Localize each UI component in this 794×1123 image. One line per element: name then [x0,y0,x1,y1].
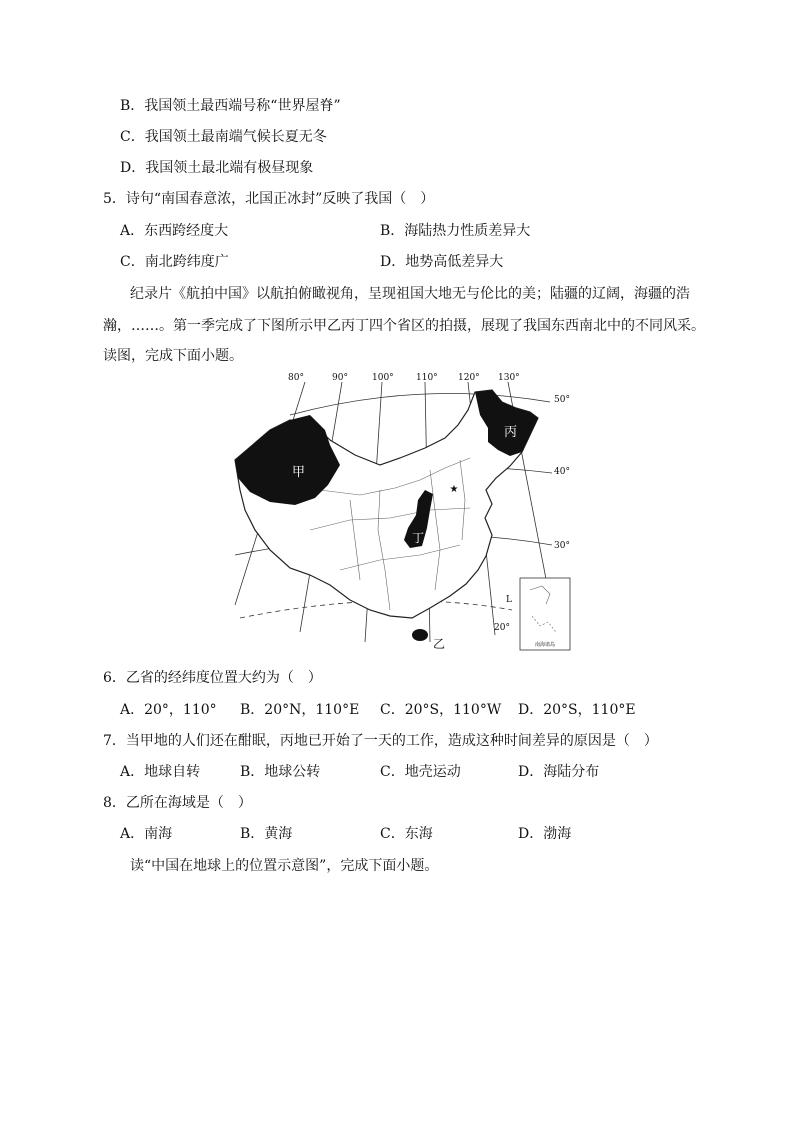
q5-option-d: D．地势高低差异大 [380,254,504,270]
q6-option-a: A．20°，110° [120,702,217,718]
lon-label-110: 110° [416,373,438,383]
q4-option-c: C．我国领土最南端气候长夏无冬 [120,129,327,145]
lon-label-100: 100° [372,373,394,383]
q7-option-d: D．海陆分布 [518,764,600,780]
q8-option-d: D．渤海 [518,826,572,842]
q8-option-a: A．南海 [120,826,173,842]
capital-star-icon: ★ [449,484,459,495]
q8-stem: 8．乙所在海域是（ ） [103,795,252,811]
lon-label-80: 80° [288,373,304,383]
q6-option-b: B．20°N，110°E [240,702,360,718]
province-yi [412,629,428,641]
intro-line-2: 瀚，……。第一季完成了下图所示甲乙丙丁四个省区的拍摄，展现了我国东西南北中的不同风采。 [103,318,705,334]
label-jia: 甲 [292,465,306,480]
q4-option-d: D．我国领土最北端有极昼现象 [120,160,314,176]
label-yi: 乙 [433,637,446,651]
lon-label-120: 120° [458,373,480,383]
inset-caption: 南海诸岛 [534,642,556,648]
q6-option-c: C．20°S，110°W [380,702,502,718]
q4-option-b: B．我国领土最西端号称“世界屋脊” [120,98,341,114]
lon-label-130: 130° [498,373,520,383]
legend-l: L [506,595,512,605]
next-section-instruction: 读“中国在地球上的位置示意图”，完成下面小题。 [130,858,439,874]
intro-line-1: 纪录片《航拍中国》以航拍俯瞰视角，呈现祖国大地无与伦比的美；陆疆的辽阔，海疆的浩 [130,286,690,302]
china-province-map [230,370,575,652]
q7-option-c: C．地壳运动 [380,764,461,780]
q7-option-a: A．地球自转 [120,764,201,780]
lat-label-30: 30° [554,541,570,551]
q6-stem: 6．乙省的经纬度位置大约为（ ） [103,670,322,686]
lon-label-90: 90° [332,373,348,383]
lat-label-20: 20° [494,623,510,633]
label-bing: 丙 [504,425,518,440]
lat-label-40: 40° [554,467,570,477]
intro-line-3: 读图，完成下面小题。 [103,348,243,364]
q5-stem: 5．诗句“南国春意浓，北国正冰封”反映了我国（ ） [103,191,435,207]
label-ding: 丁 [412,531,425,545]
q5-option-c: C．南北跨纬度广 [120,254,229,270]
q5-option-b: B．海陆热力性质差异大 [380,223,531,239]
inset-south-sea [520,578,570,650]
q5-option-a: A．东西跨经度大 [120,223,229,239]
q6-option-d: D．20°S，110°E [518,702,636,718]
q8-option-c: C．东海 [380,826,433,842]
q7-option-b: B．地球公转 [240,764,321,780]
lat-label-50: 50° [554,395,570,405]
q8-option-b: B．黄海 [240,826,293,842]
q7-stem: 7．当甲地的人们还在酣眠，丙地已开始了一天的工作，造成这种时间差异的原因是（ ） [103,733,658,749]
